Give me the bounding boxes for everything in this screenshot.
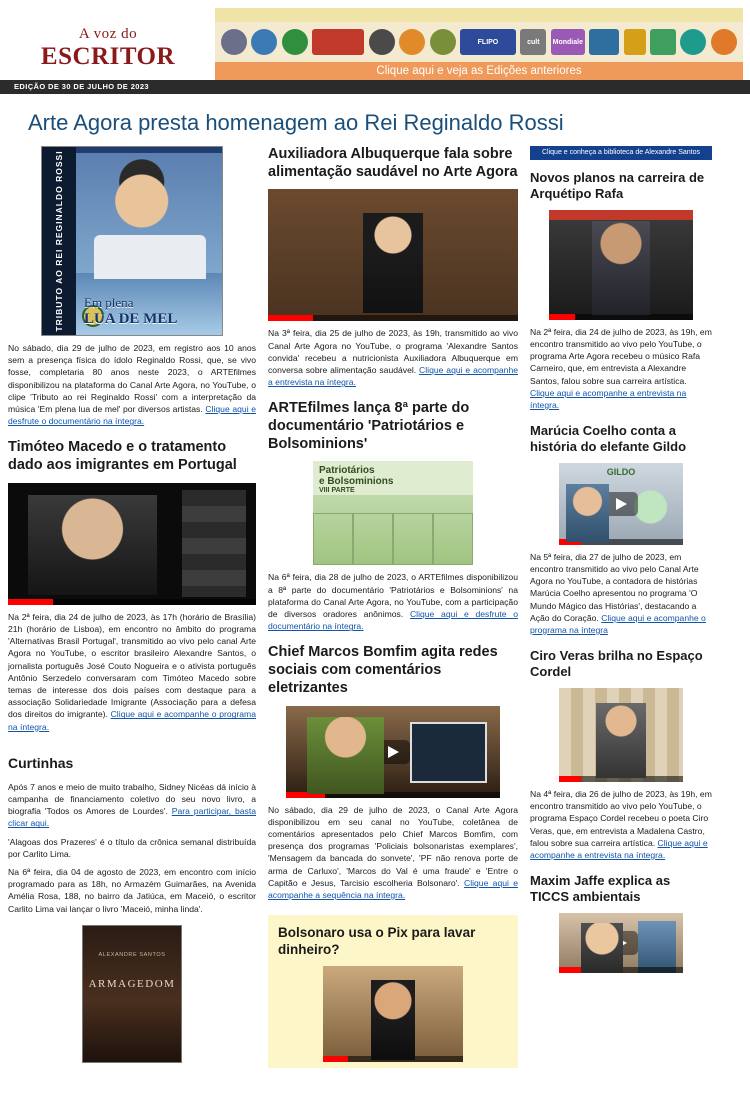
poster-side-label: TRIBUTO AO REI REGINALDO ROSSI — [54, 150, 64, 332]
video-progress-bar[interactable] — [323, 1056, 463, 1062]
article-tribute — [8, 146, 256, 427]
video-progress-bar[interactable] — [559, 539, 683, 545]
column-middle — [268, 146, 518, 1068]
play-icon[interactable] — [604, 723, 638, 747]
book-title: ARMAGEDOM — [88, 977, 176, 990]
book-author: ALEXANDRE SANTOS — [98, 951, 166, 958]
article-auxiliadora — [268, 146, 518, 388]
partner-logos-strip — [215, 22, 743, 62]
cordel-title: Ciro Veras brilha no Espaço Cordel — [530, 648, 703, 680]
curtinha-1-text: Após 7 anos e meio de muito trabalho, Sidney Nicéas dá início à campanha de financiamento coletivo do seu novo livro, a biografia 'Todos os Amores de Lourdes'. — [8, 781, 256, 817]
artefilmes-link[interactable]: Clique aqui e desfrute o documentário na íntegra. — [268, 609, 519, 632]
auxiliadora-body-text: Na 3ª feira, dia 25 de julho de 2023, às 19h, transmitido ao vivo Canal Arte Agora no YouTube, o programa 'Alexandre Santos convida' recebeu a nutricionista Auxiliadora Albuquerque em conversa sobre alimentação saudável. — [268, 328, 518, 375]
doc-cover-text — [313, 461, 473, 495]
doc-cover-line2: e Bolsominions — [319, 476, 394, 488]
curtinhas-heading: Curtinhas — [8, 754, 74, 771]
brand-big: ESCRITOR — [40, 43, 176, 70]
site-logo[interactable] — [8, 26, 208, 71]
tribute-poster-image[interactable] — [41, 146, 223, 336]
video-progress-bar[interactable] — [549, 314, 693, 320]
logo-sun-orange[interactable] — [399, 29, 425, 55]
gildo-label: GILDO — [606, 466, 636, 477]
article-maxim — [530, 873, 712, 973]
curtinha-1-link[interactable]: Para participar, basta clicar aqui. — [8, 806, 256, 829]
article-cordel — [530, 648, 712, 861]
logo-gear[interactable] — [221, 29, 247, 55]
cordel-link[interactable]: Clique aqui e acompanhe a entrevista na íntegra. — [530, 837, 708, 861]
pix-video-thumbnail[interactable] — [323, 966, 463, 1062]
poster-title-line1: Em plena — [84, 295, 134, 311]
logo-orange-dot[interactable] — [711, 29, 737, 55]
edition-date-bar: EDIÇÃO DE 30 DE JULHO DE 2023 — [0, 80, 750, 94]
gildo-link[interactable]: Clique aqui e acompanhe o programa na íntegra — [530, 612, 706, 636]
auxiliadora-body — [268, 327, 518, 388]
article-rafa — [530, 170, 712, 411]
video-progress-bar[interactable] — [559, 776, 683, 782]
logo-q-teal[interactable] — [680, 29, 706, 55]
curtinha-item-1 — [8, 781, 256, 830]
doc-cover-line1: Patriotários — [319, 465, 375, 477]
column-left — [8, 146, 256, 1063]
poster-title-line2: LUA DE MEL — [84, 310, 178, 327]
logo-olive[interactable] — [430, 29, 456, 55]
column-right — [530, 146, 712, 985]
poster-jacket — [94, 235, 206, 279]
article-pix-highlight — [268, 915, 518, 1068]
play-icon[interactable] — [376, 1002, 410, 1026]
artefilmes-body-text: Na 6ª feira, dia 28 de julho de 2023, o ARTEfilmes disponibilizou a 8ª parte do documentário 'Patriotários e Bolsominions' na plataforma do Canal Arte Agora, no YouTube, com a participação de diversos oradores anônimos. — [268, 572, 518, 620]
rafa-body-text: Na 2ª feira, dia 24 de julho de 2023, às 19h, em encontro transmitido ao vivo pelo YouTube, o programa Arte Agora recebeu o músico Rafa Carneiro, que, em entrevista a Alexandre Santos, falou sobre sua carreira artística. — [530, 326, 712, 386]
gildo-body-text: Na 5ª feira, dia 27 de julho de 2023, em encontro transmitido ao vivo pelo Canal Arte Agora no YouTube, a contadora de histórias Marúcia Coelho apresentou no programa 'O Mundo Mágico das Histórias', destacando a Ação do Coração. — [530, 551, 699, 623]
doc-thumb — [433, 513, 473, 565]
cordel-body-text: Na 4ª feira, dia 26 de julho de 2023, às 19h, em encontro transmitido ao vivo pelo YouTube, o programa Espaço Cordel recebeu o poeta Ciro Veras, que, em entrevista a Madalena Castro, falou sobre sua carreira artística. — [530, 789, 712, 848]
article-timoteo — [8, 439, 256, 732]
artefilmes-title: ARTEfilmes lança 8ª parte do documentário 'Patriotários e Bolsominions' — [268, 400, 470, 452]
curtinha-item-2 — [8, 836, 256, 860]
logo-flip[interactable]: FLIPO — [460, 29, 516, 55]
logo-bird-blue[interactable] — [589, 29, 619, 55]
auxiliadora-link[interactable]: Clique aqui e acompanhe a entrevista na íntegra. — [268, 364, 519, 388]
auxiliadora-title: Auxiliadora Albuquerque fala sobre alimentação saudável no Arte Agora — [268, 146, 518, 180]
gildo-body — [530, 551, 712, 636]
rafa-link[interactable]: Clique aqui e acompanhe a entrevista na íntegra. — [530, 387, 687, 410]
play-icon[interactable] — [604, 253, 638, 277]
documentary-cover-image[interactable] — [313, 461, 473, 565]
logo-mondiale[interactable]: Mondiale — [551, 29, 585, 55]
timoteo-link[interactable]: Clique aqui e acompanhe o programa na íntegra. — [8, 709, 256, 732]
logo-flag-red[interactable] — [312, 29, 364, 55]
artefilmes-body — [268, 571, 518, 632]
doc-thumb — [353, 513, 393, 565]
top-decor-strip — [215, 8, 743, 22]
marcos-title: Chief Marcos Bomfim agita redes sociais com comentários eletrizantes — [268, 644, 498, 696]
poster-title — [84, 296, 177, 327]
timoteo-title: Timóteo Macedo e o tratamento dado aos imigrantes em Portugal — [8, 439, 237, 474]
video-progress-bar[interactable] — [268, 315, 518, 321]
logo-cult[interactable]: cult — [520, 29, 546, 55]
cordel-video-thumbnail[interactable] — [559, 688, 683, 782]
video-progress-bar[interactable] — [286, 792, 500, 798]
doc-thumb — [313, 513, 353, 565]
marcos-body — [268, 804, 518, 902]
pix-title: Bolsonaro usa o Pix para lavar dinheiro? — [278, 925, 476, 957]
logo-circle-dark[interactable] — [369, 29, 395, 55]
video-progress-bar[interactable] — [559, 967, 683, 973]
doc-cover-line3: VIII PARTE — [319, 487, 355, 495]
masthead — [0, 0, 750, 80]
curtinha-2-text: 'Alagoas dos Prazeres' é o título da crônica semanal distribuída por Carlito Lima. — [8, 836, 256, 859]
brand-small: A voz do — [78, 26, 138, 42]
auxiliadora-video-thumbnail[interactable] — [268, 189, 518, 321]
play-icon[interactable] — [376, 243, 410, 267]
poster-side-text — [42, 147, 76, 335]
curtinha-item-3 — [8, 866, 256, 915]
rafa-video-thumbnail[interactable] — [549, 210, 693, 320]
timoteo-body — [8, 611, 256, 733]
logo-book-yellow[interactable] — [624, 29, 646, 55]
play-icon[interactable] — [115, 532, 149, 556]
article-artefilmes — [268, 400, 518, 632]
gildo-title: Marúcia Coelho conta a história do elefante Gildo — [530, 423, 687, 454]
doc-thumb — [393, 513, 433, 565]
logo-globe[interactable] — [251, 29, 277, 55]
curtinha-3-text: Na 6ª feira, dia 04 de agosto de 2023, em encontro com início programado para as 18h, no Armazém Guimarães, na Avenida Amélia Rosa, 188, no bairro da Jatiúca, em Maceió, o escritor Carlito Lima vai lançar o livro 'Maceió, minha linda'. — [8, 867, 256, 914]
tribute-body-text: No sábado, dia 29 de julho de 2023, em registro aos 10 anos sem a presença física do ídolo Reginaldo Rossi, que, se vivo fosse, completaria 80 anos neste 2023, o ARTEfilmes disponibilizou na plataforma do Canal Arte Agora, no YouTube, o clipe 'Tributo ao rei Reginaldo Rossi' com a interpretação da música 'Em plena lua de mel' por diversos artistas. — [8, 343, 256, 415]
play-icon[interactable] — [604, 492, 638, 516]
previous-editions-button[interactable]: Clique aqui e veja as Edições anteriores — [215, 62, 743, 80]
video-progress-bar[interactable] — [8, 599, 256, 605]
book-cover-armagedom[interactable] — [82, 925, 182, 1063]
article-gildo — [530, 423, 712, 636]
content-columns — [0, 146, 750, 1068]
play-icon[interactable] — [604, 931, 638, 955]
timoteo-body-text: Na 2ª feira, dia 24 de julho de 2023, às 17h (horário de Brasília) 21h (horário de Lisboa), em encontro no âmbito do programa 'Alternativas Brasil Portugal', transmitido ao vivo pelo canal Arte Agora no YouTube, o escritor brasileiro Alexandre Santos, o jornalista português José Couto Nogueira e o ativista português Antônio Serzedelo conversaram com Timóteo Macedo sobre temas de interesse dos dois países com destaque para a associação Solidariedade Imigrante (Associação para a defesa dos direitos do imigrante). — [8, 611, 256, 720]
library-banner-button[interactable]: Clique e conheça a biblioteca de Alexandre Santos — [530, 146, 712, 160]
rafa-title: Novos planos na carreira de Arquétipo Rafa — [530, 170, 705, 201]
tribute-link[interactable]: Clique aqui e desfrute o documentário na íntegra. — [8, 404, 257, 427]
tribute-body — [8, 342, 256, 427]
marcos-body-text: No sábado, dia 29 de julho de 2023, o Canal Arte Agora disponibilizou em seu canal no YouTube, coletânea de comentários apresentados pelo Chief Marcos Bomfim, com presença dos programas 'Policiais bolsonaristas exemplares', 'Mensagem da bancada do sonvete', 'PF não renova porte de arma de Carluxo', 'Marcos do Val é uma fraude' e 'Entre o Capitão e Jesus, Tarcisio escolheria Bolsonaro'. — [268, 804, 518, 888]
timoteo-video-thumbnail[interactable] — [8, 483, 256, 605]
rafa-body — [530, 326, 712, 411]
maxim-title: Maxim Jaffe explica as TICCS ambientais — [530, 873, 671, 905]
doc-cover-thumbs — [313, 513, 473, 565]
play-icon[interactable] — [376, 740, 410, 764]
page-title: Arte Agora presta homenagem ao Rei Reginaldo Rossi — [28, 110, 564, 135]
cordel-body — [530, 788, 712, 861]
logo-leaf-pair[interactable] — [650, 29, 676, 55]
maxim-video-thumbnail[interactable] — [559, 913, 683, 973]
logo-leaf-green[interactable] — [282, 29, 308, 55]
gildo-video-thumbnail[interactable] — [559, 463, 683, 545]
marcos-video-thumbnail[interactable] — [286, 706, 500, 798]
article-marcos-bomfim — [268, 644, 518, 901]
marcos-link[interactable]: Clique aqui e acompanhe a sequência na íntegra. — [268, 877, 518, 900]
